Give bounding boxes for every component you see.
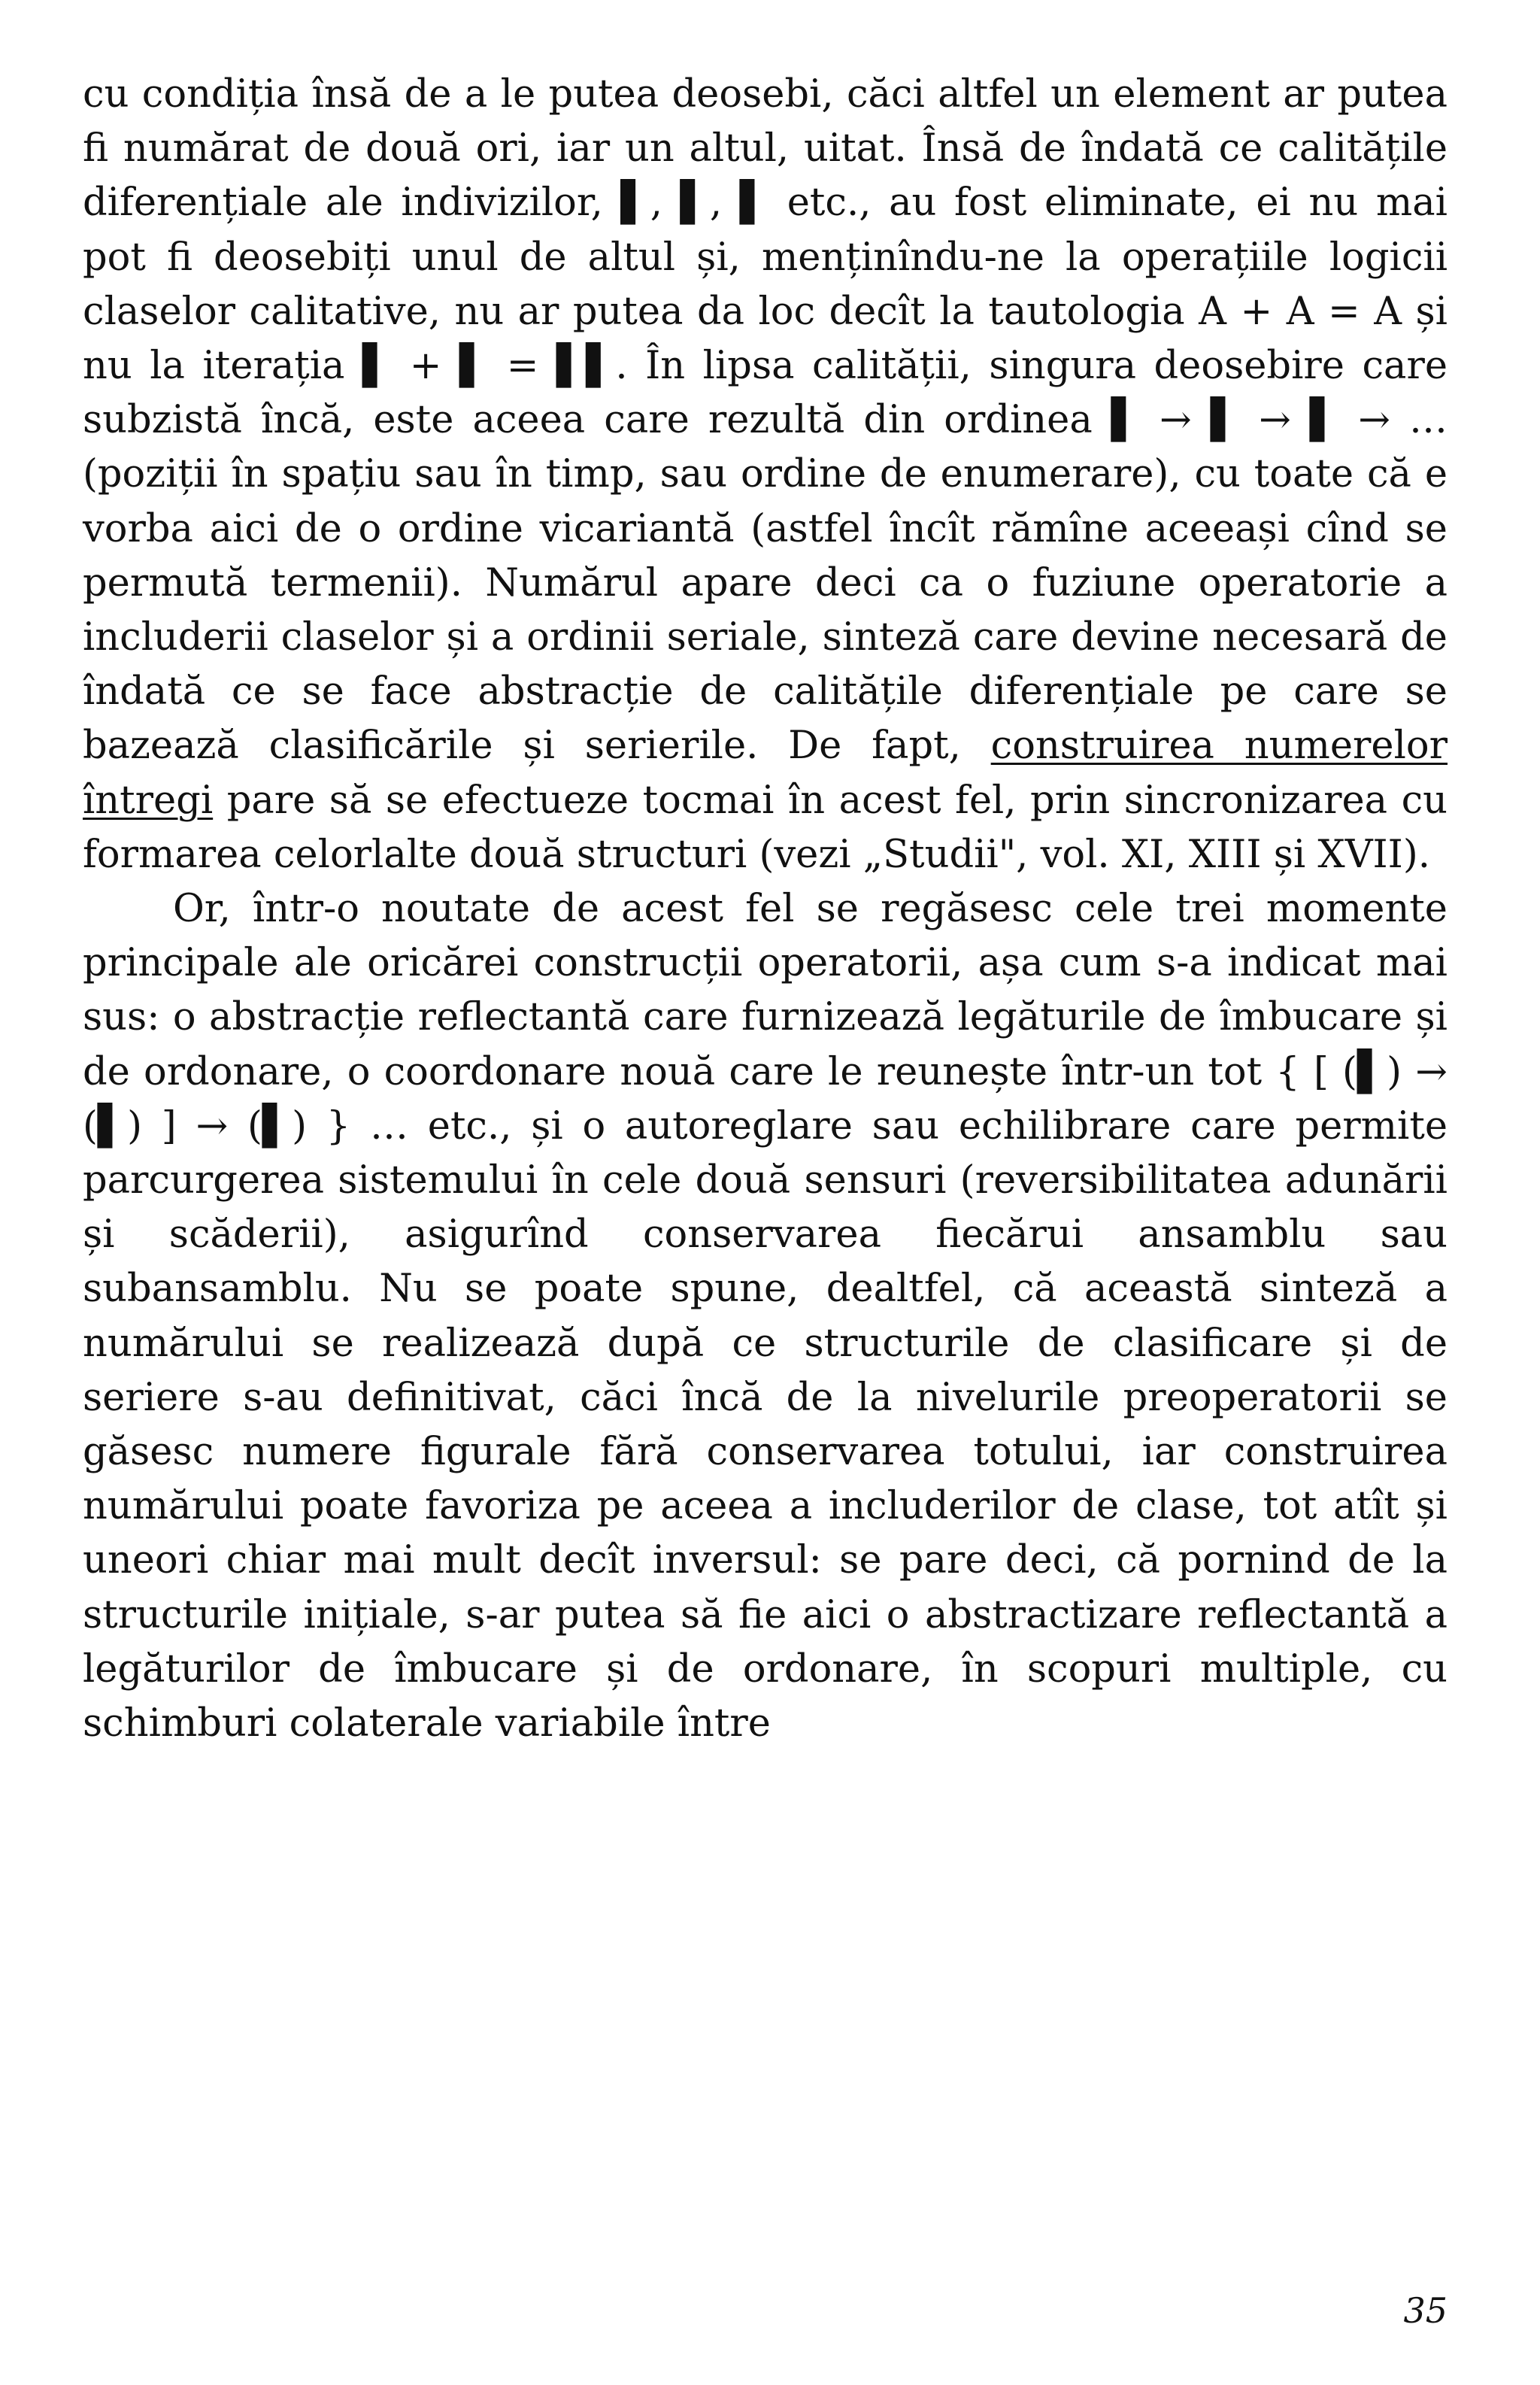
paragraph-1-tail: pare să se efectueze tocmai în acest fel, prin sincronizarea cu formarea celorlalte două structuri (vezi „Studii", vol. XI, XIII și XVII).: [83, 778, 1448, 877]
paragraph-1-text: cu condiția însă de a le putea deosebi, căci altfel un element ar putea fi numărat de două ori, iar un altul, uitat. Însă de îndată ce calitățile diferențiale ale indivizilor, ▌, ▌, ▌ etc., au fost eliminate, ei nu mai pot fi deosebiți unul de altul și, menținîndu-ne la operațiile logicii claselor calitative, nu ar putea da loc decît la tautologia A + A = A și nu la iterația ▌ + ▌ = ▌▌. În lipsa calității, singura deosebire care subzistă încă, este aceea care rezultă din ordinea ▌ → ▌ → ▌ → … (poziții în spațiu sau în timp, sau ordine de enumerare), cu toate că e vorba aici de o ordine vicariantă (astfel încît rămîne aceeași cînd se permută termenii). Numărul apare deci ca o fuziune operatorie a includerii claselor și a ordinii seriale, sinteză care devine necesară de îndată ce se face abstracție de calitățile diferențiale pe care se bazează clasificările și serierile. De fapt,: [83, 72, 1448, 769]
paragraph-2: Or, într-o noutate de acest fel se regăsesc cele trei momente principale ale oricărei construcții operatorii, așa cum s-a indicat mai sus: o abstracție reflectantă care furnizează legăturile de îmbucare și de ordonare, o coordonare nouă care le reunește într-un tot { [ (▌) → (▌) ] → (▌) } … etc., și o autoreglare sau echilibrare care permite parcurgerea sistemului în cele două sensuri (reversibilitatea adunării și scăderii), asigurînd conservarea fiecărui ansamblu sau subansamblu. Nu se poate spune, dealtfel, că această sinteză a numărului se realizează după ce structurile de clasificare și de seriere s-au definitivat, căci încă de la nivelurile preoperatorii se găsesc numere figurale fără conservarea totului, iar construirea numărului poate favoriza pe aceea a includerilor de clase, tot atît și uneori chiar mai mult decît inversul: se pare deci, că pornind de la structurile inițiale, s-ar putea să fie aici o abstractizare reflectantă a legăturilor de îmbucare și de ordonare, în scopuri multiple, cu schimburi colaterale variabile între: [83, 887, 1448, 1746]
paragraph-1: [83, 68, 1448, 882]
underlined-phrase: construirea numerelor întregi: [83, 724, 1448, 823]
page-number: 35: [1403, 2290, 1448, 2331]
page-body: [83, 68, 1448, 1751]
